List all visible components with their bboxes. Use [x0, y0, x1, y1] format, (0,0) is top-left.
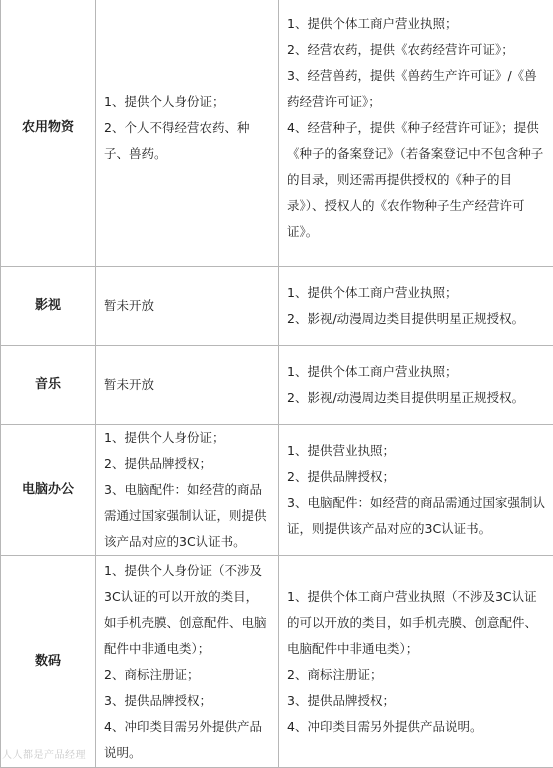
personal-requirements-cell — [96, 0, 279, 267]
requirement-line: 1、提供个体工商户营业执照； — [287, 359, 545, 385]
business-requirements-cell — [279, 556, 553, 768]
requirement-line: 暂未开放 — [104, 372, 269, 398]
requirement-line: 2、影视/动漫周边类目提供明星正规授权。 — [287, 385, 545, 411]
requirement-line: 暂未开放 — [104, 293, 269, 319]
personal-requirements-cell — [96, 267, 279, 346]
requirement-line: 1、提供个体工商户营业执照（不涉及3C认证的可以开放的类目，如手机壳膜、创意配件、电脑配件中非通电类）； — [287, 584, 545, 662]
requirement-line: 1、提供个人身份证（不涉及3C认证的可以开放的类目，如手机壳膜、创意配件、电脑配件中非通电类）； — [104, 558, 269, 662]
requirement-line: 3、提供品牌授权； — [104, 688, 269, 714]
table-row — [1, 425, 553, 556]
requirement-line: 2、提供品牌授权； — [104, 451, 269, 477]
category-cell: 农用物资 — [1, 0, 96, 267]
requirement-line: 2、提供品牌授权； — [287, 464, 545, 490]
category-cell: 数码 — [1, 556, 96, 768]
requirement-line: 1、提供个人身份证； — [104, 89, 269, 115]
requirement-line: 3、提供品牌授权； — [287, 688, 545, 714]
watermark: 人人都是产品经理 — [2, 746, 86, 761]
requirement-line: 2、个人不得经营农药、种子、兽药。 — [104, 115, 269, 167]
table-row — [1, 0, 553, 267]
personal-requirements-cell — [96, 346, 279, 425]
requirement-line: 1、提供个体工商户营业执照； — [287, 11, 545, 37]
requirement-line: 3、电脑配件：如经营的商品需通过国家强制认证，则提供该产品对应的3C认证书。 — [287, 490, 545, 542]
business-requirements-cell — [279, 346, 553, 425]
requirement-line: 4、冲印类目需另外提供产品说明。 — [287, 714, 545, 740]
personal-requirements-cell — [96, 556, 279, 768]
requirement-line: 2、商标注册证； — [287, 662, 545, 688]
personal-requirements-cell — [96, 425, 279, 556]
requirement-line: 4、冲印类目需另外提供产品说明。 — [104, 714, 269, 766]
requirement-line: 1、提供个体工商户营业执照； — [287, 280, 545, 306]
requirement-line: 3、经营兽药，提供《兽药生产许可证》/《兽药经营许可证》； — [287, 63, 545, 115]
requirement-line: 4、经营种子，提供《种子经营许可证》；提供《种子的备案登记》（若备案登记中不包含种子的目录，则还需再提供授权的《种子的目录》）、授权人的《农作物种子生产经营许可证》。 — [287, 115, 545, 245]
table-row — [1, 556, 553, 768]
category-cell: 影视 — [1, 267, 96, 346]
category-cell: 音乐 — [1, 346, 96, 425]
requirement-line: 2、商标注册证； — [104, 662, 269, 688]
business-requirements-cell — [279, 425, 553, 556]
requirement-line: 3、电脑配件：如经营的商品需通过国家强制认证，则提供该产品对应的3C认证书。 — [104, 477, 269, 555]
requirement-line: 2、影视/动漫周边类目提供明星正规授权。 — [287, 306, 545, 332]
table-row — [1, 346, 553, 425]
business-requirements-cell — [279, 0, 553, 267]
requirement-line: 1、提供个人身份证； — [104, 425, 269, 451]
requirement-line: 2、经营农药，提供《农药经营许可证》； — [287, 37, 545, 63]
business-requirements-cell — [279, 267, 553, 346]
requirement-line: 1、提供营业执照； — [287, 438, 545, 464]
category-cell: 电脑办公 — [1, 425, 96, 556]
table-row — [1, 267, 553, 346]
